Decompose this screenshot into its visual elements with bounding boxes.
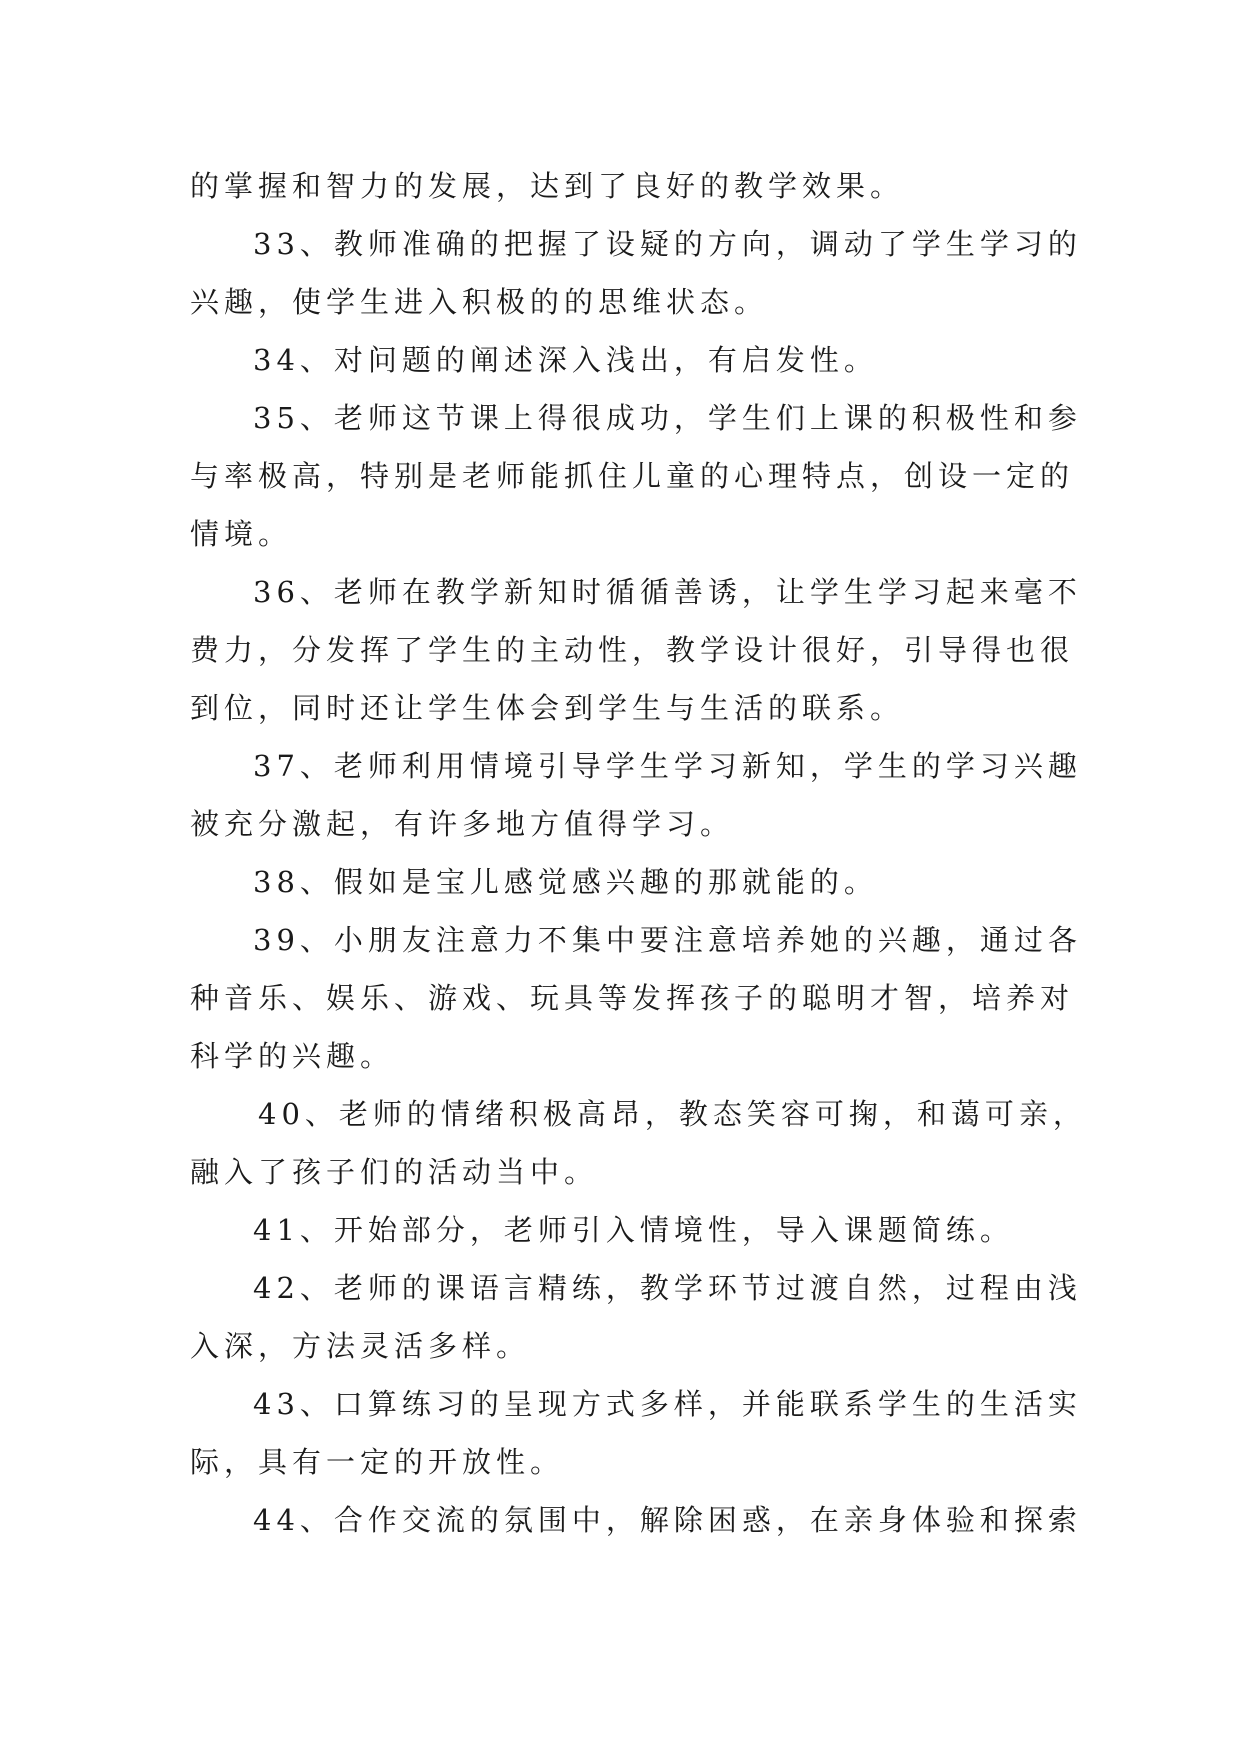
text-line: 融入了孩子们的活动当中。 <box>190 1155 599 1189</box>
text-line-item-33: 33、教师准确的把握了设疑的方向，调动了学生学习的 <box>253 227 1082 261</box>
text-line-item-35: 35、老师这节课上得很成功，学生们上课的积极性和参 <box>253 401 1082 435</box>
body-text <box>190 157 1087 1549</box>
text-line: 被充分激起，有许多地方值得学习。 <box>190 807 735 841</box>
text-line: 费力，分发挥了学生的主动性，教学设计很好，引导得也很 <box>190 633 1075 667</box>
text-line: 科学的兴趣。 <box>190 1039 395 1073</box>
text-line-item-40: 40、老师的情绪积极高昂，教态笑容可掬，和蔼可亲， <box>258 1097 1087 1131</box>
text-line-item-42: 42、老师的课语言精练，教学环节过渡自然，过程由浅 <box>253 1271 1082 1305</box>
text-line: 与率极高，特别是老师能抓住儿童的心理特点，创设一定的 <box>190 459 1075 493</box>
text-line: 到位，同时还让学生体会到学生与生活的联系。 <box>190 691 905 725</box>
text-line-item-36: 36、老师在教学新知时循循善诱，让学生学习起来毫不 <box>253 575 1082 609</box>
text-line-item-39: 39、小朋友注意力不集中要注意培养她的兴趣，通过各 <box>253 923 1082 957</box>
text-line-item-43: 43、口算练习的呈现方式多样，并能联系学生的生活实 <box>253 1387 1082 1421</box>
text-line-item-34: 34、对问题的阐述深入浅出，有启发性。 <box>253 343 878 377</box>
text-line: 情境。 <box>190 517 293 551</box>
text-line: 兴趣，使学生进入积极的的思维状态。 <box>190 285 769 319</box>
text-line-item-44: 44、合作交流的氛围中，解除困惑，在亲身体验和探索 <box>253 1503 1082 1537</box>
text-line: 种音乐、娱乐、游戏、玩具等发挥孩子的聪明才智，培养对 <box>190 981 1075 1015</box>
text-line-item-38: 38、假如是宝儿感觉感兴趣的那就能的。 <box>253 865 878 899</box>
text-line-item-37: 37、老师利用情境引导学生学习新知，学生的学习兴趣 <box>253 749 1082 783</box>
text-line: 入深，方法灵活多样。 <box>190 1329 531 1363</box>
text-line-item-41: 41、开始部分，老师引入情境性，导入课题简练。 <box>253 1213 1014 1247</box>
text-line: 的掌握和智力的发展，达到了良好的教学效果。 <box>190 169 905 203</box>
text-line: 际，具有一定的开放性。 <box>190 1445 565 1479</box>
